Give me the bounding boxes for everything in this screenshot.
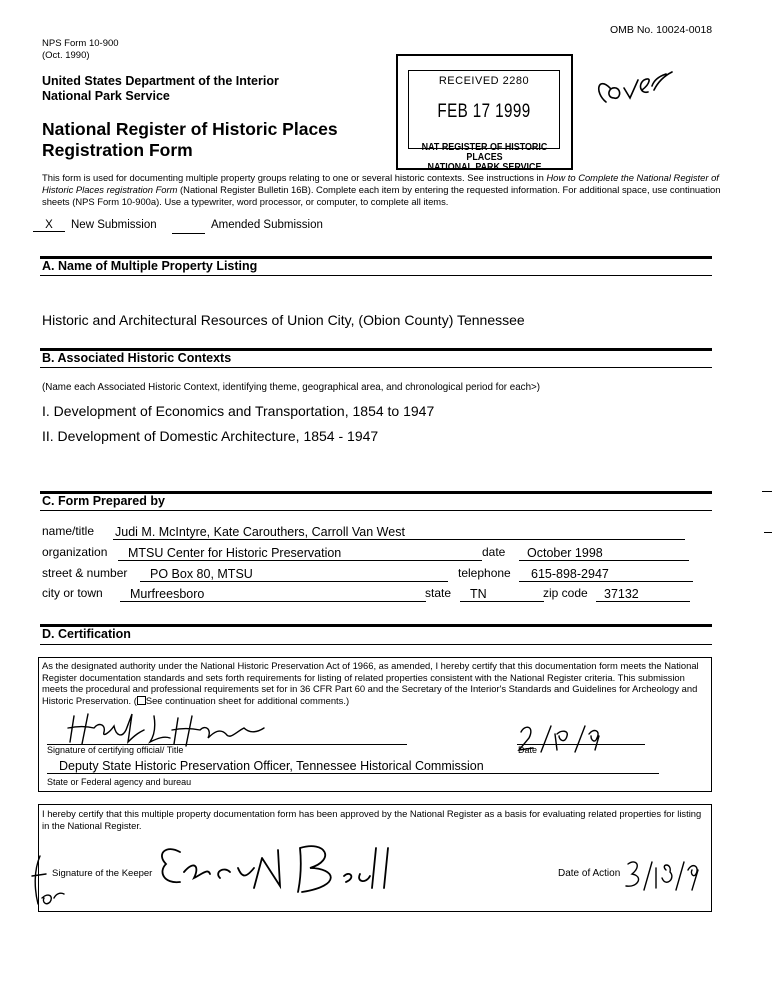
form-instructions [42,172,732,208]
keeper-signature [150,838,410,898]
instructions-text: This form is used for documenting multiple property groups relating to one or several historic contexts. See instructions in [42,172,547,183]
service-name: National Park Service [42,89,170,103]
continuation-note: See continuation sheet for additional comments.) [145,694,350,706]
omb-number: OMB No. 10024-0018 [610,24,713,36]
form-title-line2: Registration Form [42,140,193,160]
keeper-label: Signature of the Keeper [52,868,153,879]
continuation-checkbox[interactable] [137,696,146,705]
received-stamp [396,54,573,173]
state-field[interactable]: TN [460,587,544,602]
organization-field[interactable]: MTSU Center for Historic Preservation [118,546,482,561]
keeper-statement: I hereby certify that this multiple property documentation form has been approved by the National Register as a basis for evaluating related properties for listing in the National Register. [42,808,702,831]
section-c-heading: C. Form Prepared by [42,494,165,508]
section-divider [40,367,712,368]
date-label-cert: Date [518,745,538,755]
date-field[interactable]: October 1998 [519,546,689,561]
form-identifier [42,38,119,62]
telephone-field[interactable]: 615-898-2947 [519,567,693,582]
city-label: city or town [42,586,103,600]
stamp-date: FEB 17 1999 [437,101,531,122]
name-title-field[interactable]: Judi M. McIntyre, Kate Carouthers, Carroll Van West [113,525,685,540]
agency-header [42,74,279,104]
contexts-instructions: (Name each Associated Historic Context, identifying theme, geographical area, and chronological period for each>) [42,382,541,393]
stamp-register-line2: NATIONAL PARK SERVICE [427,161,542,173]
certification-text: As the designated authority under the National Historic Preservation Act of 1966, as amended, I hereby certify that this documentation form meets the National Register documentation standards and sets forth requirements for listing of related properties consistent with the National Register criteria. This submission meets the procedural and professional requirements set for in 36 CFR Part 60 and the Secretary of the Interior's Standards and Guidelines for Archeology and Historic Preservation. ( [42,660,699,706]
historic-context-1: I. Development of Economics and Transportation, 1854 to 1947 [42,403,435,419]
amended-submission-label: Amended Submission [211,219,323,231]
organization-label: organization [42,545,108,559]
stamp-register-text [411,142,558,172]
form-number: NPS Form 10-900 [42,38,119,49]
scan-edge-mark [764,532,772,533]
section-divider [40,644,712,645]
section-a-heading: A. Name of Multiple Property Listing [42,259,258,273]
zip-field[interactable]: 37132 [596,587,690,602]
for-mark-handwritten [30,852,72,910]
zip-label: zip code [543,586,588,600]
city-field[interactable]: Murfreesboro [120,587,426,602]
telephone-label: telephone [458,566,511,580]
historic-context-2: II. Development of Domestic Architecture, 1854 - 1947 [42,428,379,444]
date-label: date [482,545,506,559]
stamp-received: RECEIVED 2280 [438,75,530,87]
form-date: (Oct. 1990) [42,50,90,61]
new-submission-checkbox[interactable]: X [33,219,65,232]
section-divider [40,510,712,511]
new-submission-label: New Submission [71,219,157,231]
certification-statement [42,660,707,706]
cover-handwriting [588,62,683,120]
form-title [42,119,338,161]
street-field[interactable]: PO Box 80, MTSU [140,567,448,582]
agency-field[interactable]: Deputy State Historic Preservation Officer, Tennessee Historical Commission [47,759,659,774]
amended-submission-checkbox[interactable] [172,233,205,234]
section-b-heading: B. Associated Historic Contexts [42,351,232,365]
stamp-inner-box [408,70,560,149]
state-label: state [425,586,452,600]
department-name: United States Department of the Interior [42,74,279,88]
instructions-title: How to Complete the National Register of Historic Places registration Form [42,172,719,195]
agency-label: State or Federal agency and bureau [47,777,192,787]
section-divider [40,275,712,276]
street-label: street & number [42,566,128,580]
section-divider [40,624,712,627]
instructions-text-cont: (National Register Bulletin 16B). Complete each item by entering the requested information. For additional space, use continuation sheets (NPS Form 10-900a). Use a typewriter, word processor, or computer, to complete all items. [42,184,721,207]
stamp-register-line1: NAT REGISTER OF HISTORIC PLACES [421,141,548,163]
date-of-action-label: Date of Action [558,868,621,879]
name-title-label: name/title [42,524,95,538]
date-of-action-handwritten [622,856,704,896]
multiple-property-name: Historic and Architectural Resources of Union City, (Obion County) Tennessee [42,312,525,328]
section-d-heading: D. Certification [42,627,131,641]
scan-edge-mark [762,491,772,492]
form-title-line1: National Register of Historic Places [42,119,338,139]
signature-label: Signature of certifying official/ Title [47,745,184,755]
